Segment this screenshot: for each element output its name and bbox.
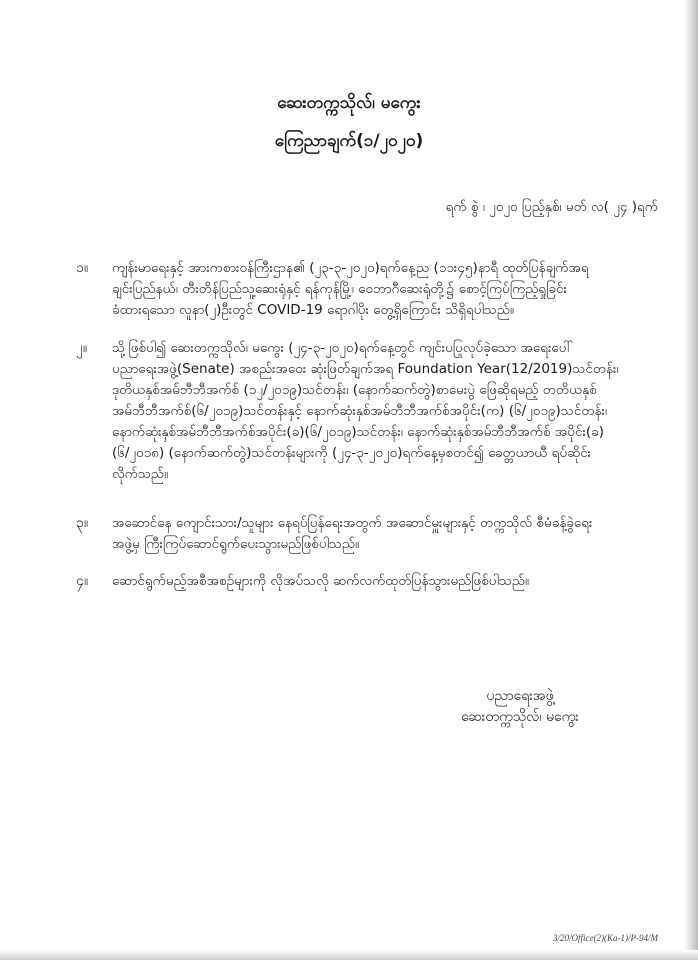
notice-number: ကြေညာချက်(၁/၂၀၂၀): [274, 131, 424, 151]
paragraph-line: ကျန်းမာရေးနှင့် အားကစားဝန်ကြီးဌာန၏ (၂၃-၃-၂၀၂၀)ရက်နေ့ည (၁၁း၄၅)နာရီ ထုတ်ပြန်ချက်အရ: [112, 260, 589, 276]
footer-reference: 3/20/Office(2)(Ka-1)/P-94/M: [553, 933, 658, 943]
paragraph-line: ချင်းပြည်နယ်၊ တီးတိန်ပြည်သူ့ဆေးရုံနှင့် ရန်ကုန်မြို့၊ ဝေဘာဂီဆေးရုံတို့၌ စောင့်ကြပ်ကြည့်ရှုခြင်း: [112, 281, 567, 297]
date-line: ရက် စွဲ ၊ ၂၀၂၀ ပြည့်နှစ်၊ မတ် လ( ၂၄ )ရက်: [445, 199, 658, 215]
page-bottom-shadow: [0, 950, 698, 960]
institution-title: ဆေးတက္ကသိုလ်၊ မကွေး: [277, 93, 421, 113]
paragraph-line: နောက်ဆုံးနှစ်အမ်ဘီဘီအက်စ်အပိုင်း(ခ)(၆/၂၀၁၉)သင်တန်း၊ နောက်ဆုံးနှစ်အမ်ဘီဘီအက်စ် အပိုင်း(ခ): [112, 424, 605, 440]
paragraph-number: ၂။: [76, 340, 88, 356]
paragraph-line: ခံထားရသော လူနာ(၂)ဦးတွင် COVID-19 ရောဂါပိုး တွေ့ရှိကြောင်း သိရှိရပါသည်။: [112, 302, 514, 318]
signature-body: ပညာရေးအဖွဲ့: [486, 688, 554, 704]
paragraph-line: ဆောင်ရွက်မည့်အစီအစဉ်များကို လိုအပ်သလို ဆက်လက်ထုတ်ပြန်သွားမည်ဖြစ်ပါသည်။: [112, 573, 530, 589]
paragraph-line: ပညာရေးအဖွဲ့(Senate) အစည်းအဝေး ဆုံးဖြတ်ချက်အရ Foundation Year(12/2019)သင်တန်း၊: [112, 361, 619, 377]
paragraph-number: ၃။: [76, 515, 89, 531]
signature-institution: ဆေးတက္ကသိုလ်၊ မကွေး: [461, 709, 579, 725]
paragraph-line: လိုက်သည်။: [112, 466, 169, 482]
paragraph-number: ၄။: [76, 573, 89, 589]
paragraph-line: ဒုတိယနှစ်အမ်ဘီဘီအက်စ် (၁၂/၂၀၁၉)သင်တန်း၊ (နောက်ဆက်တွဲ)စာမေးပွဲ ဖြေဆိုရမည့် တတိယနှစ်: [112, 382, 597, 398]
paragraph-number: ၁။: [76, 260, 89, 276]
paragraph-line: အမ်ဘီဘီအက်စ်(၆/၂၀၁၉)သင်တန်းနှင့် နောက်ဆုံးနှစ်အမ်ဘီဘီအက်စ်အပိုင်း(က) (၆/၂၀၁၉)သင်တန်း၊: [112, 403, 608, 419]
paragraph-line: အဆောင်နေ ကျောင်းသား/သူများ နေရပ်ပြန်ရေးအတွက် အဆောင်မှူးများနှင့် တက္ကသိုလ် စီမံခန့်ခွဲရေး: [112, 515, 593, 531]
paragraph-line: (၆/၂၀၁၈) (နောက်ဆက်တွဲ)သင်တန်းများကို (၂၄-၃-၂၀၂၀)ရက်နေ့မှစတင်၍ ခေတ္တယာယီ ရပ်ဆိုင်း: [112, 445, 592, 461]
paragraph-line: သို့ဖြစ်ပါ၍ ဆေးတက္ကသိုလ်၊ မကွေး (၂၄-၃-၂၀၂၀)ရက်နေ့တွင် ကျင်းပပြုလုပ်ခဲ့သော အရေးပေါ်: [112, 340, 573, 356]
paragraph-line: အဖွဲ့မှ ကြီးကြပ်ဆောင်ရွက်ပေးသွားမည်ဖြစ်ပါသည်။: [112, 536, 360, 552]
